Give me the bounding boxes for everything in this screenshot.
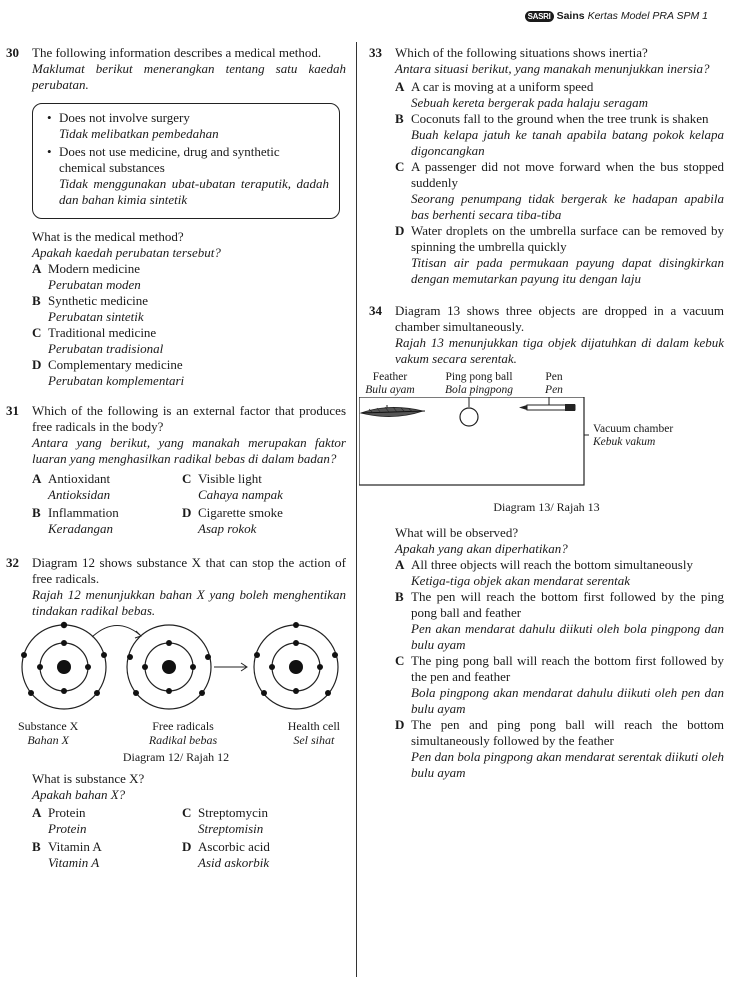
question-stem-en: Which of the following situations shows inertia? (395, 45, 648, 60)
question-stem-my: Rajah 13 menunjukkan tiga objek dijatuhkan di dalam kebuk vakum secara serentak. (395, 335, 724, 366)
info-bullet (47, 110, 329, 142)
option-text-my: Perubatan moden (48, 277, 141, 292)
option-text-en: Visible light (198, 471, 262, 486)
option-letter: C (182, 805, 192, 820)
option-a[interactable] (32, 805, 182, 837)
question-32-ask (6, 771, 346, 803)
question-number: 33 (369, 45, 382, 60)
option-d[interactable] (182, 839, 342, 871)
question-34-ask (369, 525, 724, 557)
bullet-text-en: • Does not involve surgery (59, 110, 190, 125)
option-text-en: Synthetic medicine (48, 293, 149, 308)
question-stem-en: The following information describes a medical method. (32, 45, 322, 60)
option-letter: D (182, 505, 192, 520)
option-a[interactable] (32, 261, 346, 293)
option-text-my: Protein (48, 821, 87, 836)
option-text-my: Buah kelapa jatuh ke tanah apabila batang pokok kelapa digoncangkan (411, 127, 724, 158)
option-b[interactable] (32, 839, 182, 871)
option-a[interactable] (32, 471, 182, 503)
vacuum-chamber-figure (359, 397, 589, 489)
diagram-12 (6, 619, 346, 719)
option-letter: C (395, 159, 405, 174)
question-34 (369, 303, 724, 367)
option-text-en: Coconuts fall to the ground when the tree trunk is shaken (411, 111, 709, 126)
option-letter: B (395, 589, 404, 604)
option-letter: C (32, 325, 42, 340)
question-32-options (6, 805, 346, 871)
column-divider (356, 42, 357, 977)
label-my: Pen (545, 384, 563, 396)
page-header (525, 10, 708, 22)
option-text-my: Bola pingpong akan mendarat dahulu diikuti oleh pen dan bulu ayam (411, 685, 724, 716)
question-ask-en: What is the medical method? (32, 229, 184, 244)
label-health-cell (288, 719, 340, 747)
option-text-en: The ping pong ball will reach the bottom first followed by the pen and feather (411, 653, 724, 684)
publisher-logo: SASRI (525, 11, 554, 22)
left-column (6, 45, 346, 871)
pen-icon (519, 404, 575, 411)
info-box (32, 103, 340, 219)
option-text-my: Seorang penumpang tidak bergerak ke hadapan apabila bas berhenti secara tiba-tiba (411, 191, 724, 222)
option-text-en: Traditional medicine (48, 325, 157, 340)
question-number: 34 (369, 303, 382, 318)
question-34-options (369, 557, 724, 781)
right-column (365, 45, 724, 781)
question-33 (369, 45, 724, 77)
option-text-my: Antioksidan (48, 487, 111, 502)
option-text-en: A passenger did not move forward when the bus stopped suddenly (411, 159, 724, 190)
ping-pong-ball-icon (460, 408, 478, 426)
option-text-my: Pen akan mendarat dahulu diikuti oleh bola pingpong dan bulu ayam (411, 621, 724, 652)
option-text-en: Ascorbic acid (198, 839, 270, 854)
option-letter: B (32, 505, 41, 520)
question-30-options (6, 261, 346, 389)
health-cell-atom (254, 622, 338, 709)
label-pen (529, 371, 579, 397)
option-text-my: Streptomisin (198, 821, 264, 836)
free-radical-atom (127, 625, 211, 709)
question-stem-my: Antara yang berikut, yang manakah merupakan faktor luaran yang menghasilkan radikal bebas di dalam badan? (32, 435, 346, 466)
option-b[interactable] (395, 111, 724, 159)
option-letter: D (182, 839, 192, 854)
option-text-my: Vitamin A (48, 855, 100, 870)
label-en: Substance X (18, 719, 79, 733)
option-text-en: The pen will reach the bottom first followed by the ping pong ball and feather (411, 589, 724, 620)
option-text-en: Modern medicine (48, 261, 141, 276)
question-stem-en: Diagram 13 shows three objects are dropped in a vacuum chamber simultaneously. (395, 303, 724, 334)
question-stem-my: Rajah 12 menunjukkan bahan X yang boleh menghentikan tindakan radikal bebas. (32, 587, 346, 618)
option-text-en: Antioxidant (48, 471, 111, 486)
option-text-my: Perubatan tradisional (48, 341, 164, 356)
option-a[interactable] (395, 79, 724, 111)
option-letter: D (32, 357, 42, 372)
option-letter: C (395, 653, 405, 668)
question-31 (6, 403, 346, 467)
option-text-my: Ketiga-tiga objek akan mendarat serentak (411, 573, 631, 588)
question-ask-en: What will be observed? (395, 525, 519, 540)
transfer-arrow (92, 625, 140, 637)
option-b[interactable] (395, 589, 724, 653)
label-substance-x (18, 719, 78, 747)
option-text-en: Cigarette smoke (198, 505, 283, 520)
option-d[interactable] (395, 223, 724, 287)
label-en: Vacuum chamber (593, 423, 674, 435)
option-text-en: Inflammation (48, 505, 119, 520)
question-32 (6, 555, 346, 619)
question-stem-en: Diagram 12 shows substance X that can stop the action of free radicals. (32, 555, 346, 586)
question-stem-my: Antara situasi berikut, yang manakah menunjukkan inersia? (395, 61, 710, 76)
question-number: 32 (6, 555, 19, 570)
label-my: Bahan X (27, 733, 69, 747)
label-en: Health cell (287, 719, 340, 733)
question-31-options (6, 471, 346, 537)
option-text-en: A car is moving at a uniform speed (411, 79, 594, 94)
option-c[interactable] (182, 805, 342, 837)
option-c[interactable] (395, 653, 724, 717)
option-text-en: Water droplets on the umbrella surface can be removed by spinning the umbrella quickly (411, 223, 724, 254)
question-number: 31 (6, 403, 19, 418)
diagram-13 (365, 369, 724, 487)
option-text-en: The pen and ping pong ball will reach the bottom simultaneously followed by the feather (411, 717, 724, 748)
info-bullet (47, 144, 329, 208)
option-letter: A (395, 557, 405, 572)
question-stem-my: Maklumat berikut menerangkan tentang satu kaedah perubatan. (32, 61, 346, 92)
question-number: 30 (6, 45, 19, 60)
question-ask-my: Apakah bahan X? (32, 787, 126, 802)
feather-icon (361, 407, 425, 417)
option-d[interactable] (182, 505, 342, 537)
option-letter: D (395, 223, 405, 238)
option-letter: B (395, 111, 404, 126)
question-30 (6, 45, 346, 93)
question-ask-en: What is substance X? (32, 771, 145, 786)
option-letter: A (32, 471, 42, 486)
option-text-my: Perubatan komplementari (48, 373, 185, 388)
question-stem-en: Which of the following is an external factor that produces free radicals in the body? (32, 403, 346, 434)
label-en: Free radicals (152, 719, 214, 733)
label-free-radicals (149, 719, 217, 747)
label-en: Ping pong ball (445, 371, 513, 383)
option-letter: A (395, 79, 405, 94)
label-my: Bola pingpong (444, 384, 514, 396)
atoms-figure (6, 619, 346, 719)
label-my: Kebuk vakum (593, 436, 656, 448)
option-text-en: All three objects will reach the bottom simultaneously (411, 557, 693, 572)
option-d[interactable] (395, 717, 724, 781)
option-text-en: Complementary medicine (48, 357, 183, 372)
label-vacuum-chamber (593, 423, 713, 449)
option-b[interactable] (32, 293, 346, 325)
option-text-my: Keradangan (48, 521, 113, 536)
option-letter: B (32, 839, 41, 854)
diagram-12-caption: Diagram 12/ Rajah 12 (122, 750, 230, 764)
bullet-text-my: Tidak menggunakan ubat-ubatan teraputik, dadah dan bahan kimia sintetik (59, 176, 329, 207)
option-text-my: Pen dan bola pingpong akan mendarat serentak diikuti oleh bulu ayam (411, 749, 724, 780)
option-letter: D (395, 717, 405, 732)
diagram-13-caption: Diagram 13/ Rajah 13 (493, 500, 600, 514)
question-ask-my: Apakah kaedah perubatan tersebut? (32, 245, 221, 260)
label-feather (355, 371, 425, 397)
option-text-my: Cahaya nampak (198, 487, 283, 502)
label-en: Feather (372, 371, 408, 383)
label-en: Pen (545, 371, 563, 383)
label-ping-pong-ball (429, 371, 529, 397)
option-text-my: Asap rokok (198, 521, 257, 536)
option-text-my: Asid askorbik (198, 855, 270, 870)
option-a[interactable] (395, 557, 724, 589)
option-text-my: Perubatan sintetik (48, 309, 144, 324)
option-letter: A (32, 805, 42, 820)
bullet-text-my: Tidak melibatkan pembedahan (59, 126, 219, 141)
header-brand: Sains (556, 10, 585, 22)
label-my: Bulu ayam (365, 384, 415, 396)
label-my: Radikal bebas (148, 733, 218, 747)
diagram-12-labels (6, 719, 346, 747)
option-d[interactable] (32, 357, 346, 389)
bullet-text-en: • Does not use medicine, drug and synthetic chemical substances (59, 144, 280, 175)
option-letter: B (32, 293, 41, 308)
option-c[interactable] (395, 159, 724, 223)
option-text-en: Protein (48, 805, 86, 820)
option-letter: A (32, 261, 42, 276)
header-title: Kertas Model PRA SPM 1 (587, 10, 708, 22)
option-c[interactable] (32, 325, 346, 357)
option-letter: C (182, 471, 192, 486)
option-b[interactable] (32, 505, 182, 537)
option-text-my: Sebuah kereta bergerak pada halaju seragam (411, 95, 648, 110)
question-ask-my: Apakah yang akan diperhatikan? (395, 541, 568, 556)
label-my: Sel sihat (293, 733, 335, 747)
question-30-ask (6, 229, 346, 261)
option-text-en: Streptomycin (198, 805, 269, 820)
option-c[interactable] (182, 471, 342, 503)
option-text-en: Vitamin A (48, 839, 102, 854)
option-text-my: Titisan air pada permukaan payung dapat disingkirkan dengan memutarkan payung itu dengan laju (411, 255, 724, 286)
question-33-options (369, 79, 724, 287)
